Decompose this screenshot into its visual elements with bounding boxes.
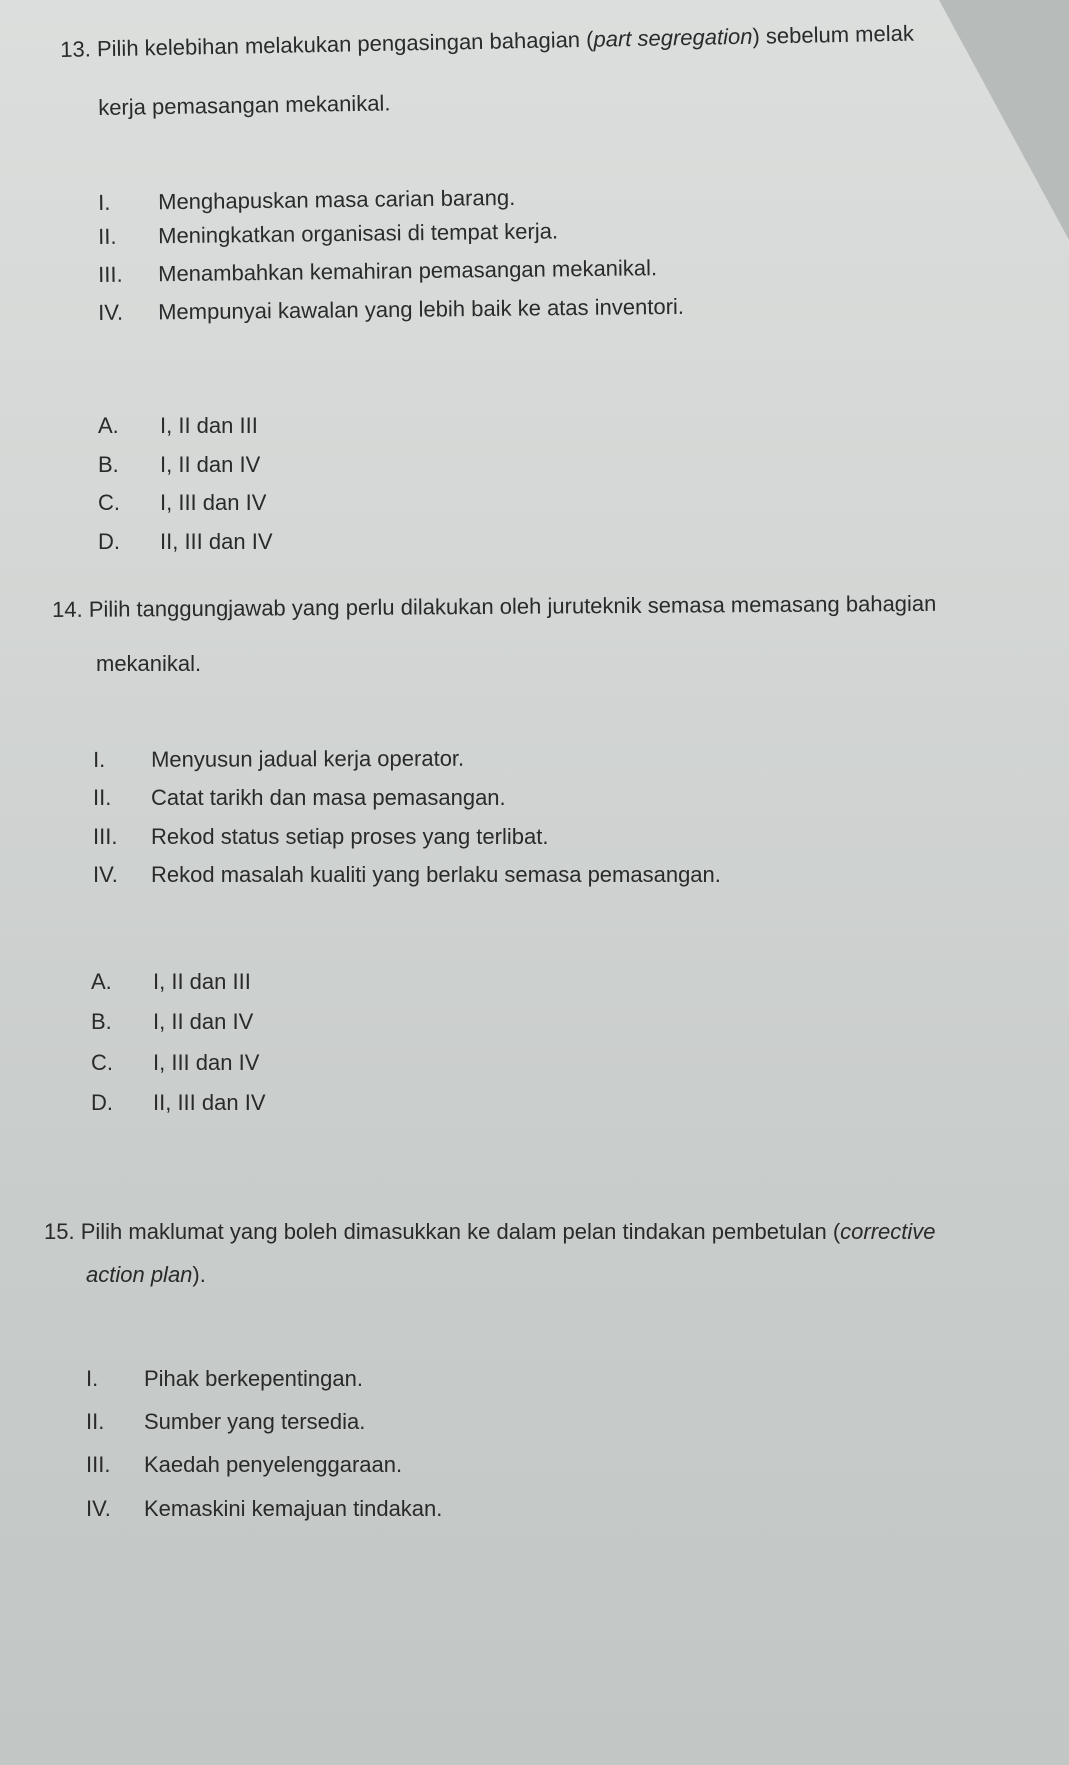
question-14-option-d[interactable]: D. II, III dan IV	[91, 1090, 266, 1115]
question-13-option-b[interactable]: B. I, II dan IV	[98, 452, 261, 477]
question-13-stem: 13. Pilih kelebihan melakukan pengasingan bahagian (part segregation) sebelum melak	[60, 20, 915, 62]
question-13-statement: III. Menambahkan kemahiran pemasangan mekanikal.	[98, 255, 658, 287]
question-13-stem-line2: kerja pemasangan mekanikal.	[98, 90, 391, 120]
question-14-stem: 14. Pilih tanggungjawab yang perlu dilakukan oleh juruteknik semasa memasang bahagian	[52, 590, 937, 622]
question-14-statement: I. Menyusun jadual kerja operator.	[93, 745, 465, 772]
question-14-statement: IV. Rekod masalah kualiti yang berlaku semasa pemasangan.	[93, 862, 721, 887]
question-13-number: 13.	[60, 36, 92, 62]
question-13-statement: II. Meningkatkan organisasi di tempat kerja.	[98, 218, 559, 249]
question-14-option-a[interactable]: A. I, II dan III	[91, 969, 251, 994]
question-15-statement: III. Kaedah penyelenggaraan.	[86, 1452, 403, 1477]
question-13-statement: IV. Mempunyai kawalan yang lebih baik ke atas inventori.	[98, 293, 685, 325]
question-13-option-d[interactable]: D. II, III dan IV	[98, 529, 273, 554]
question-13-option-c[interactable]: C. I, III dan IV	[98, 490, 267, 515]
question-13-option-a[interactable]: A. I, II dan III	[98, 413, 258, 438]
question-15-statement: IV. Kemaskini kemajuan tindakan.	[86, 1496, 443, 1521]
question-13-statement: I. Menghapuskan masa carian barang.	[98, 184, 516, 215]
question-14-statement: II. Catat tarikh dan masa pemasangan.	[93, 785, 506, 810]
question-14-statement: III. Rekod status setiap proses yang terlibat.	[93, 824, 549, 849]
question-15-statement: II. Sumber yang tersedia.	[86, 1409, 366, 1434]
question-14-option-b[interactable]: B. I, II dan IV	[91, 1009, 254, 1034]
question-14-stem-line2: mekanikal.	[96, 651, 202, 676]
question-15-statement: I. Pihak berkepentingan.	[86, 1366, 363, 1391]
question-15-stem-line2: action plan).	[86, 1262, 206, 1287]
question-14-number: 14.	[52, 596, 83, 622]
question-14-option-c[interactable]: C. I, III dan IV	[91, 1050, 260, 1075]
question-15-stem: 15. Pilih maklumat yang boleh dimasukkan ke dalam pelan tindakan pembetulan (corrective	[44, 1219, 936, 1244]
question-15-number: 15.	[44, 1219, 75, 1244]
